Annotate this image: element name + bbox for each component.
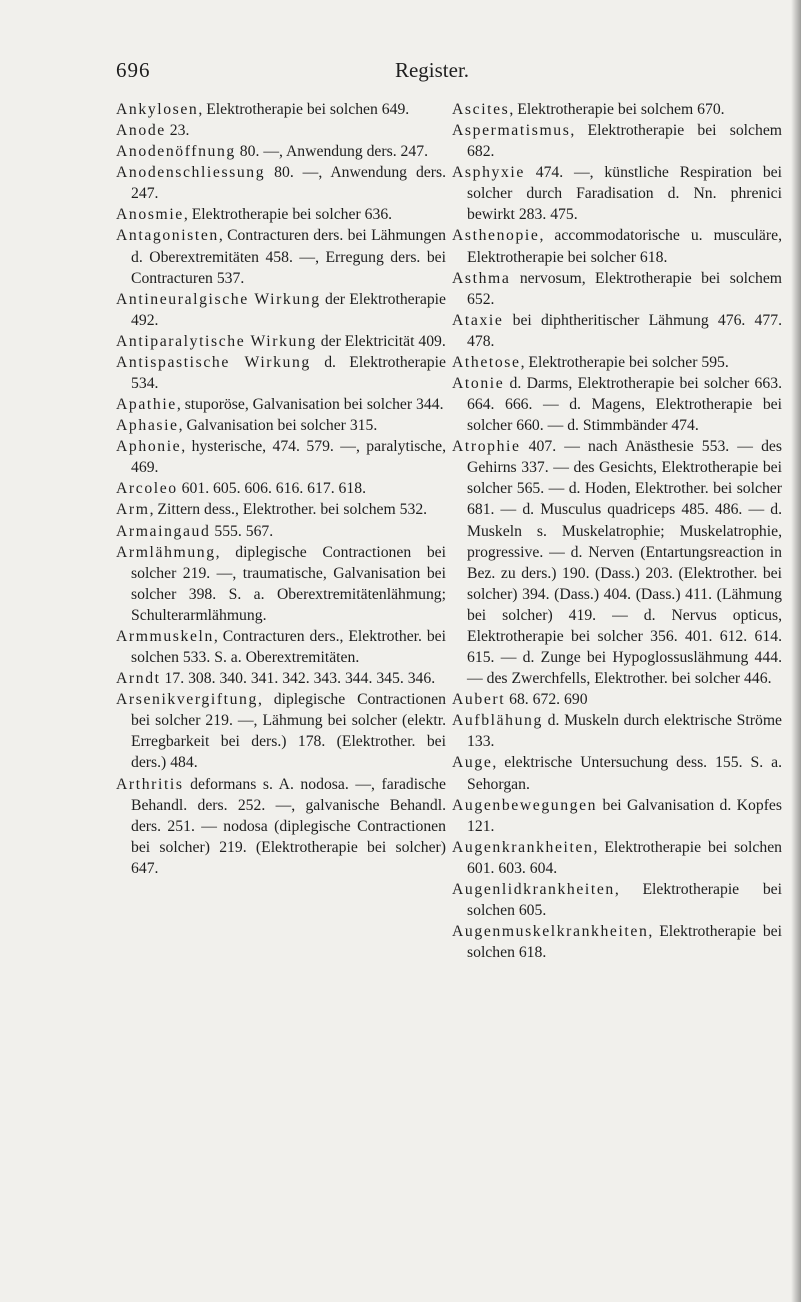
index-entry [452,99,782,120]
index-entry [116,99,446,120]
left-column [116,99,446,879]
entry-head: Auge [452,754,493,772]
entry-head: Anodenöffnung [116,143,236,161]
entry-text: 68. 672. 690 [505,691,588,709]
entry-text: 407. — nach Anästhesie 553. — des Gehirns 337. — des Gesichts, Elektrotherapie bei solcher 565. — d. Hoden, Elektrother. bei solcher 681. — d. Musculus quadriceps 485. 486. — d. Muskeln s. Muskelatrophie; Muskelatrophie, progressive. — d. Nerven (Entartungsreaction in Bez. zu ders.) 190. (Dass.) 203. (Elektrother. bei solcher) 394. (Dass.) 404. (Dass.) 411. (Lähmung bei solcher) 419. — d. Nervus opticus, Elektrotherapie bei solcher 356. 401. 612. 614. 615. — d. Zunge bei Hypoglossuslähmung 444. — des Zwerchfells, Elektrother. bei solcher 446. [467,438,782,688]
page-header [92,58,772,88]
index-entry [116,542,446,626]
page-number: 696 [116,58,151,82]
entry-text: , stuporöse, Galvanisation bei solcher 344. [176,396,444,414]
entry-text: , Elektrotherapie bei solcher 595. [520,353,729,371]
entry-head: Armmuskeln [116,627,214,645]
index-entry [452,921,782,963]
index-entry [116,141,446,162]
entry-text: 601. 605. 606. 616. 617. 618. [177,480,366,498]
index-entry [116,521,446,542]
entry-head: Armlähmung [116,543,216,561]
entry-text: , diplegische Contractionen bei solcher 219. —, Lähmung bei solcher (elektr. Erregbarkeit bei ders.) 178. (Elektrother. bei ders.) 484. [131,691,446,772]
entry-text: , Elektrotherapie bei solchen 618. [467,923,782,962]
page-edge-shadow [791,0,801,1302]
entry-head: Augenlidkrankheiten [452,880,615,898]
entry-head: Aspermatismus [452,122,571,140]
entry-head: Augenkrankheiten [452,838,594,856]
entry-text: deformans s. A. nodosa. —, faradische Behandl. ders. 252. —, galvanische Behandl. ders. 251. — nodosa (diplegische Contractionen bei solcher) 219. (Elektrotherapie bei solcher) 647. [131,775,446,877]
entry-head: Arndt [116,670,161,688]
entry-head: Armaingaud [116,522,211,540]
entry-head: Apathie [116,396,177,414]
entry-head: Arm [116,501,150,519]
entry-head: Athetose [452,353,521,371]
index-entry [116,352,446,394]
entry-text: , Elektrotherapie bei solchen 649. [198,101,410,118]
entry-head: Anodenschliessung [116,164,266,182]
index-entry [116,689,446,773]
index-entry [116,204,446,225]
entry-head: Atrophie [452,438,521,456]
entry-head: Atonie [452,375,505,393]
index-entry [452,436,782,689]
index-entry [116,436,446,478]
index-entry [116,289,446,331]
entry-text: 474. —, künstliche Respiration bei solcher durch Faradisation d. Nn. phrenici bewirkt 283. 475. [467,164,782,224]
entry-head: Ataxie [452,311,504,329]
index-entry [116,478,446,499]
entry-head: Asthma [452,269,511,287]
entry-text: 80. —, Anwendung ders. 247. [131,164,446,203]
entry-text: , hysterische, 474. 579. —, paralytische, 469. [131,438,446,477]
entry-head: Arsenikvergiftung [116,691,258,709]
entry-head: Aphasie [116,417,179,435]
index-entry [116,225,446,288]
entry-head: Ascites [452,101,510,118]
index-entry [452,879,782,921]
entry-head: Anode [116,122,166,140]
entry-text: d. Muskeln durch elektrische Ströme 133. [467,712,782,751]
entry-text: 17. 308. 340. 341. 342. 343. 344. 345. 346. [160,670,436,688]
entry-text: d. Darms, Elektrotherapie bei solcher 663. 664. 666. — d. Magens, Elektrotherapie bei solcher 660. — d. Stimmbänder 474. [467,375,782,435]
entry-text: bei diphtheritischer Lähmung 476. 477. 478. [467,311,782,350]
index-entry [116,499,446,520]
entry-head: Aubert [452,691,506,709]
entry-text: , Contracturen ders. bei Lähmungen d. Oberextremitäten 458. —, Erregung ders. bei Contracturen 537. [131,227,446,287]
index-entry [452,710,782,752]
index-entry [116,162,446,204]
entry-head: Ankylosen [116,101,199,118]
entry-head: Augenmuskelkrankheiten [452,923,649,941]
entry-text: , Elektrotherapie bei solcher 636. [183,206,393,224]
index-entry [452,373,782,436]
entry-head: Aufblähung [452,712,543,730]
index-entry [452,352,782,373]
index-entry [116,415,446,436]
entry-head: Antispastische Wirkung [116,353,311,371]
entry-head: Aphonie [116,438,182,456]
entry-head: Asphyxie [452,164,525,182]
index-entry [116,394,446,415]
entry-text: bei Galvanisation d. Kopfes 121. [467,796,782,835]
index-entry [116,626,446,668]
entry-head: Asthenopie [452,227,540,245]
entry-head: Anosmie [116,206,184,224]
entry-text: nervosum, Elektrotherapie bei solchem 652. [467,269,782,308]
entry-head: Antineuralgische Wirkung [116,290,321,308]
entry-head: Antagonisten [116,227,219,245]
entry-text: , Elektrotherapie bei solchen 601. 603. 604. [467,838,782,877]
entry-text: 23. [165,122,190,140]
index-entry [452,310,782,352]
entry-head: Arcoleo [116,480,178,498]
index-entry [452,120,782,162]
entry-text: , Zittern dess., Elektrother. bei solchem 532. [149,501,428,519]
index-entry [116,120,446,141]
entry-text: 80. —, Anwendung ders. 247. [235,143,429,161]
index-entry [452,162,782,225]
entry-text: , Elektrotherapie bei solchem 670. [509,101,725,118]
entry-text: , Contracturen ders., Elektrother. bei solchen 533. S. a. Oberextremitäten. [131,627,446,667]
index-entry [452,795,782,837]
entry-text: , diplegische Contractionen bei solcher 219. —, traumatische, Galvanisation bei solcher 398. S. a. Oberextremitätenlähmung; Schulterarmlähmung. [131,543,446,624]
entry-text: , Galvanisation bei solcher 315. [178,417,378,435]
entry-text: der Elektricität 409. [316,332,446,350]
entry-text: , Elektrotherapie bei solchem 682. [467,122,782,161]
entry-text: 555. 567. [210,522,274,540]
entry-text: , elektrische Untersuchung dess. 155. S. a. Sehorgan. [467,754,782,793]
running-head: Register. [394,58,470,82]
index-entry [452,225,782,267]
index-entry [452,752,782,794]
index-entry [116,774,446,879]
entry-text: , Elektrotherapie bei solchen 605. [467,880,782,919]
index-entry [116,331,446,352]
index-entry [452,268,782,310]
entry-text: , accommodatorische u. musculäre, Elektrotherapie bei solcher 618. [467,227,782,266]
entry-head: Arthritis [116,775,184,793]
index-entry [452,837,782,879]
right-column [452,99,782,963]
index-entry [116,668,446,689]
index-entry [452,689,782,710]
entry-text: d. Elektrotherapie 534. [131,353,446,393]
entry-head: Augenbewegungen [452,796,598,814]
entry-text: der Elektrotherapie 492. [131,290,446,329]
entry-head: Antiparalytische Wirkung [116,332,317,350]
